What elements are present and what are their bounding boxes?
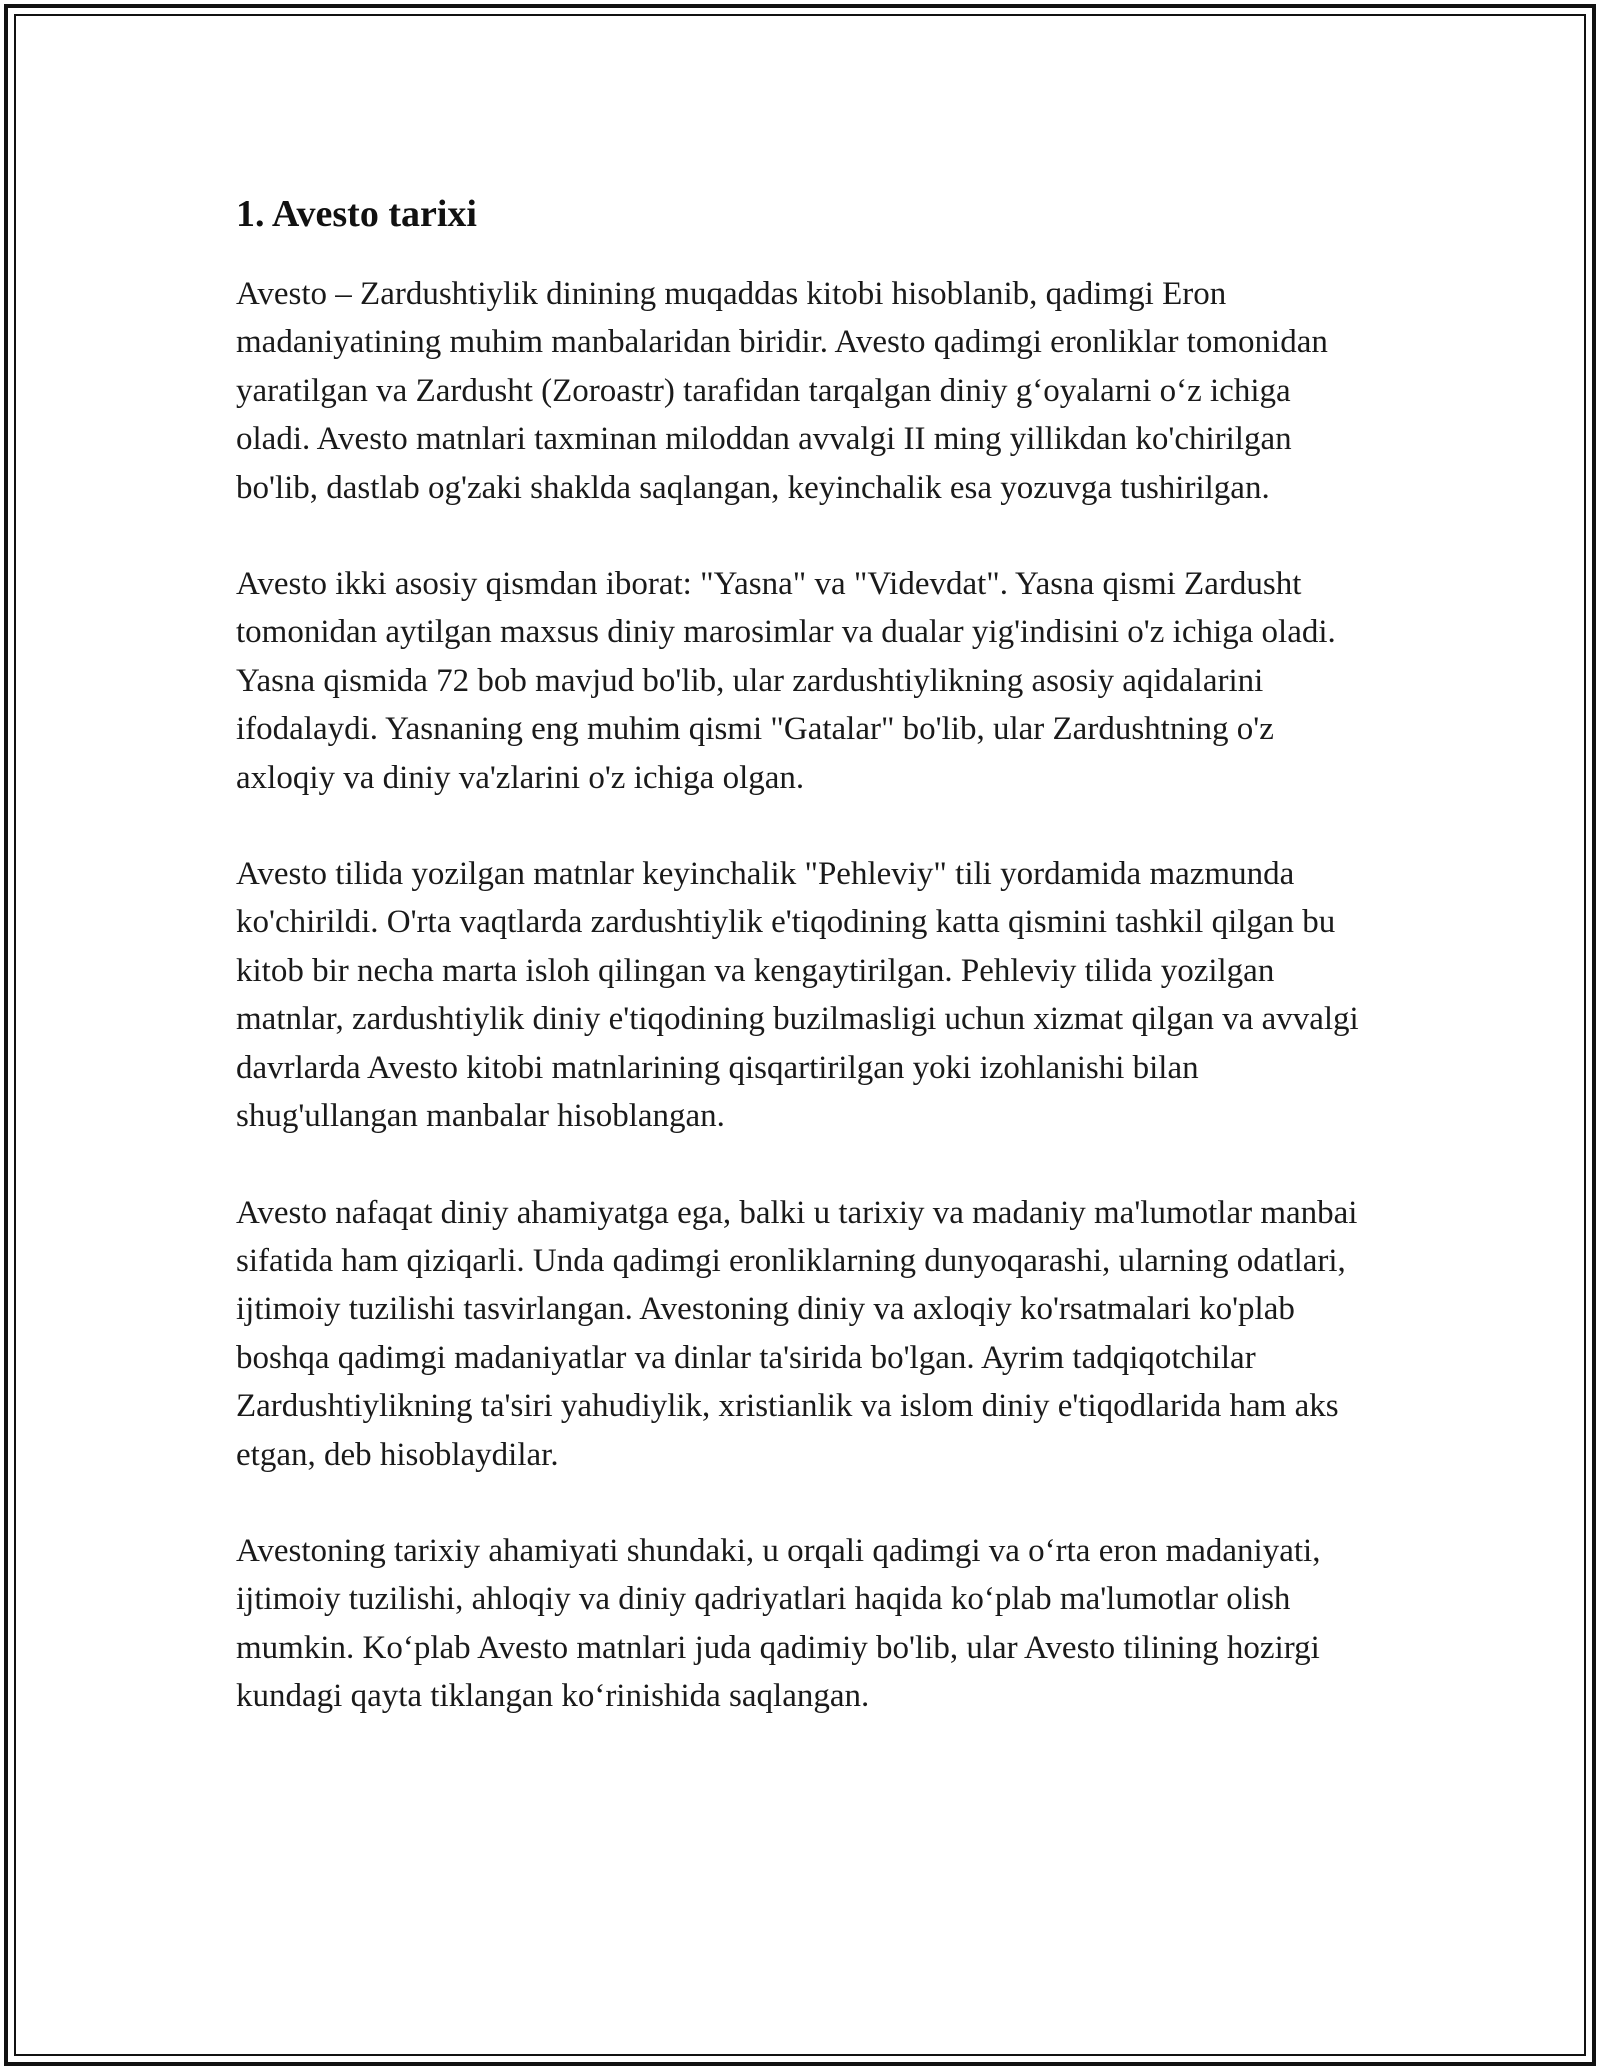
- section-title: 1. Avesto tarixi: [236, 193, 477, 235]
- document-body: [236, 186, 1366, 1721]
- paragraph-historical-value: Avestoning tarixiy ahamiyati shundaki, u orqali qadimgi va o‘rta eron madaniyati, ijtimoiy tuzilishi, ahloqiy va diniy qadriyatlari haqida ko‘plab ma'lumotlar olish mumkin. Ko‘plab Avesto matnlari juda qadimiy bo'lib, ular Avesto tilining hozirgi kundagi qayta tiklangan ko‘rinishida saqlangan.: [236, 1532, 1321, 1715]
- paragraph-significance: Avesto nafaqat diniy ahamiyatga ega, balki u tarixiy va madaniy ma'lumotlar manbai sifatida ham qiziqarli. Unda qadimgi eronliklarning dunyoqarashi, ularning odatlari, ijtimoiy tuzilishi tasvirlangan. Avestoning diniy va axloqiy ko'rsatmalari ko'plab boshqa qadimgi madaniyatlar va dinlar ta'sirida bo'lgan. Ayrim tadqiqotchilar Zardushtiylikning ta'siri yahudiylik, xristianlik va islom diniy e'tiqodlarida ham aks etgan, deb hisoblaydilar.: [236, 1194, 1358, 1473]
- paragraph-history-intro: Avesto – Zardushtiylik dinining muqaddas kitobi hisoblanib, qadimgi Eron madaniyatining muhim manbalaridan biridir. Avesto qadimgi eronliklar tomonidan yaratilgan va Zardusht (Zoroastr) tarafidan tarqalgan diniy g‘oyalarni o‘z ichiga oladi. Avesto matnlari taxminan miloddan avvalgi II ming yillikdan ko'chirilgan bo'lib, dastlab og'zaki shaklda saqlangan, keyinchalik esa yozuvga tushirilgan.: [236, 276, 1328, 506]
- paragraph-structure: Avesto ikki asosiy qismdan iborat: "Yasna" va "Videvdat". Yasna qismi Zardusht tomonidan aytilgan maxsus diniy marosimlar va dualar yig'indisini o'z ichiga oladi. Yasna qismida 72 bob mavjud bo'lib, ular zardushtiylikning asosiy aqidalarini ifodalaydi. Yasnaning eng muhim qismi "Gatalar" bo'lib, ular Zardushtning o'z axloqiy va diniy va'zlarini o'z ichiga olgan.: [236, 566, 1336, 796]
- paragraph-pahlavi: Avesto tilida yozilgan matnlar keyinchalik "Pehleviy" tili yordamida mazmunda ko'chirildi. O'rta vaqtlarda zardushtiylik e'tiqodining katta qismini tashkil qilgan bu kitob bir necha marta isloh qilingan va kengaytirilgan. Pehleviy tilida yozilgan matnlar, zardushtiylik diniy e'tiqodining buzilmasligi uchun xizmat qilgan va avvalgi davrlarda Avesto kitobi matnlarining qisqartirilgan yoki izohlanishi bilan shug'ullangan manbalar hisoblangan.: [236, 856, 1359, 1135]
